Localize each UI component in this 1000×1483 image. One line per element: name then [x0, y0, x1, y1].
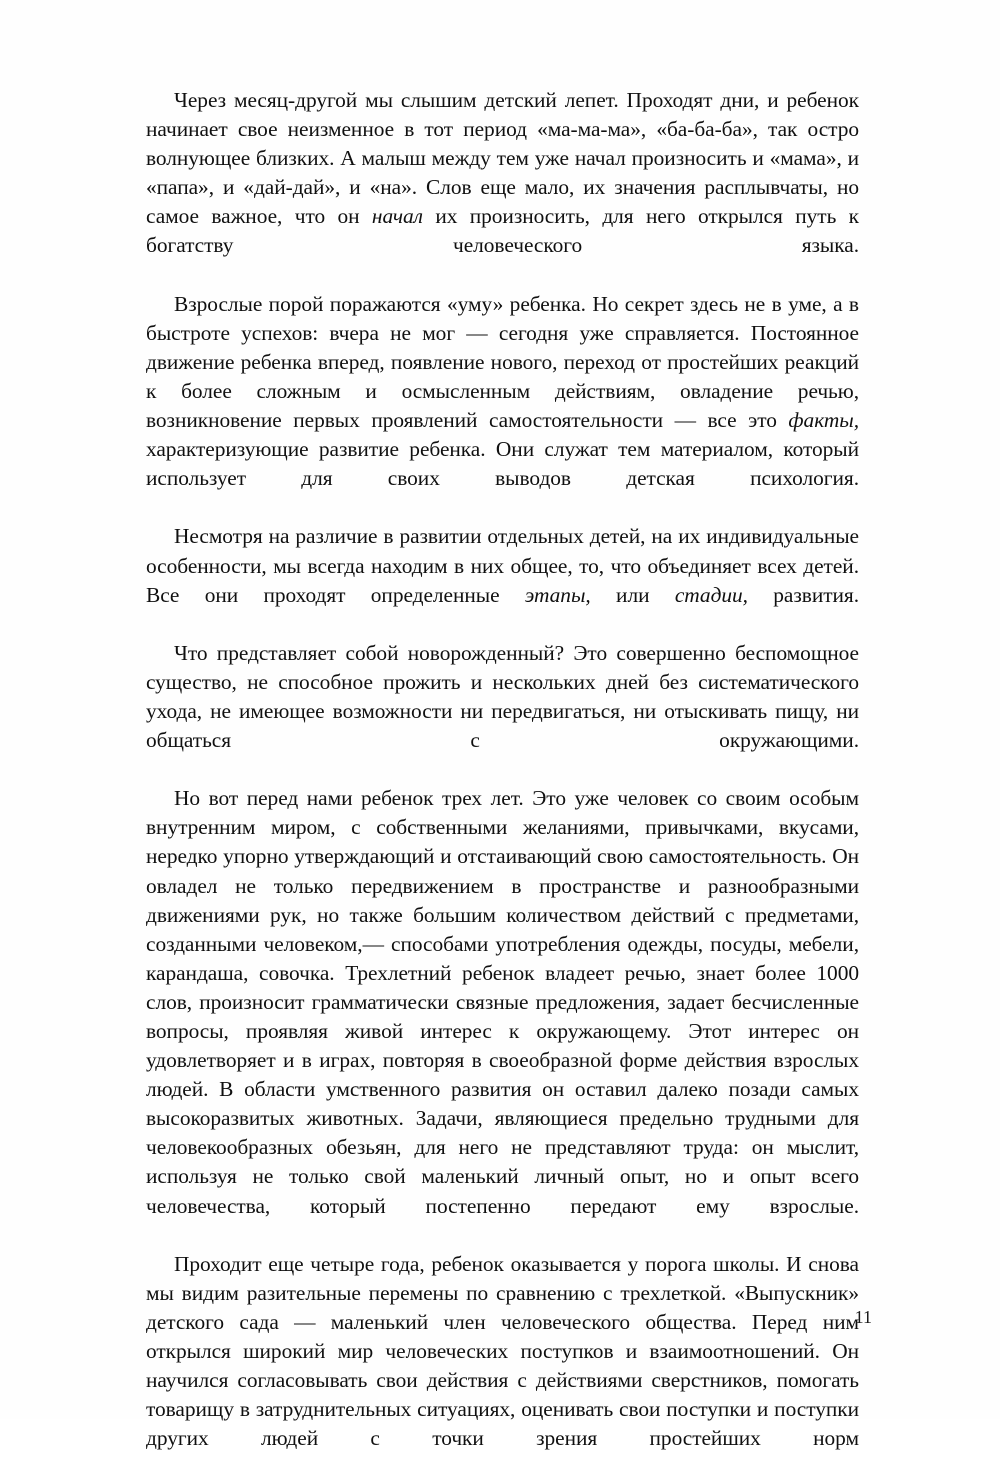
paragraph-p6 — [146, 1250, 859, 1483]
emphasis-text: этапы, — [524, 582, 591, 607]
body-text: Взрослые порой поражаются «уму» ребенка. Но секрет здесь не в уме, а в быстроте успехов: вчера не мог — сегодня уже справляется. Постоянное движение ребенка вперед, появление нового, переход от простейших реакций к более сложным и осмысленным действиям, овладение речью, возникновение первых проявлений самостоятельности — все это — [146, 291, 859, 433]
paragraph-p1 — [146, 86, 859, 290]
body-text: Что представляет собой новорожденный? Это совершенно беспомощное существо, не способное прожить и нескольких дней без систематического ухода, не имеющее возможности ни передвигаться, ни отыскивать пищу, ни общаться с окружающими. — [146, 640, 859, 753]
body-text: Через месяц-другой мы слышим детский лепет. Проходят дни, и ребенок начинает свое неизменное в тот период «ма-ма-ма», «ба-ба-ба», так остро волнующее близких. А малыш между тем уже начал произносить и «мама», и «папа», и «дай-дай», и «на». Слов еще мало, их значения расплывчаты, но самое важное, что он — [146, 88, 859, 229]
paragraph-p3 — [146, 522, 859, 638]
paragraph-p5 — [146, 784, 859, 1250]
body-text: Но вот перед нами ребенок трех лет. Это уже человек со своим особым внутренним миром, с собственными желаниями, привычками, вкусами, нередко упорно утверждающий и отстаивающий свою самостоятельность. Он овладел не только передвижением в пространстве и разнообразными движениями рук, но также большим количеством действий с предметами, созданными человеком,— способами употребления одежды, посуды, мебели, карандаша, совочка. Трехлетний ребенок владеет речью, знает более 1000 слов, произносит грамматически связные предложения, задает бесчисленные вопросы, проявляя живой интерес к окружающему. Этот интерес он удовлетворяет и в играх, повторяя в своеобразной форме действия взрослых людей. В области умственного развития он оставил далеко позади самых высокоразвитых животных. Задачи, являющиеся предельно трудными для человекообразных обезьян, для него не представляют труда: он мыслит, используя не только свой маленький личный опыт, но и опыт всего человечества, который постепенно передают ему взрослые. — [146, 786, 859, 1218]
body-text: их произносить, для него открылся путь к богатству человеческого языка. — [146, 204, 859, 258]
body-text-block — [146, 86, 859, 1483]
emphasis-text: начал — [371, 204, 423, 229]
body-text: развития. — [747, 582, 860, 607]
emphasis-text: факты, — [788, 408, 859, 433]
body-text: характеризующие развитие ребенка. Они служат тем материалом, который использует для своих выводов детская психология. — [146, 437, 859, 491]
emphasis-text: стадии, — [674, 582, 748, 607]
body-text: Несмотря на различие в развитии отдельных детей, на их индивидуальные особенности, мы всегда находим в них общее, то, что объединяет всех детей. Все они проходят определенные — [146, 524, 859, 607]
paragraph-p2 — [146, 290, 859, 523]
body-text: Проходит еще четыре года, ребенок оказывается у порога школы. И снова мы видим разительные перемены по сравнению с трехлеткой. «Выпускник» детского сада — маленький член человеческого общества. Перед ним открылся широкий мир человеческих поступков и взаимоотношений. Он научился согласовывать свои действия с действиями сверстников, помогать товарищу в затруднительных ситуациях, оценивать свои поступки и поступки других людей с точки зрения простейших норм — [146, 1251, 859, 1451]
page-number: 11 — [854, 1307, 872, 1327]
body-text: или — [590, 582, 675, 607]
paragraph-p4 — [146, 639, 859, 784]
